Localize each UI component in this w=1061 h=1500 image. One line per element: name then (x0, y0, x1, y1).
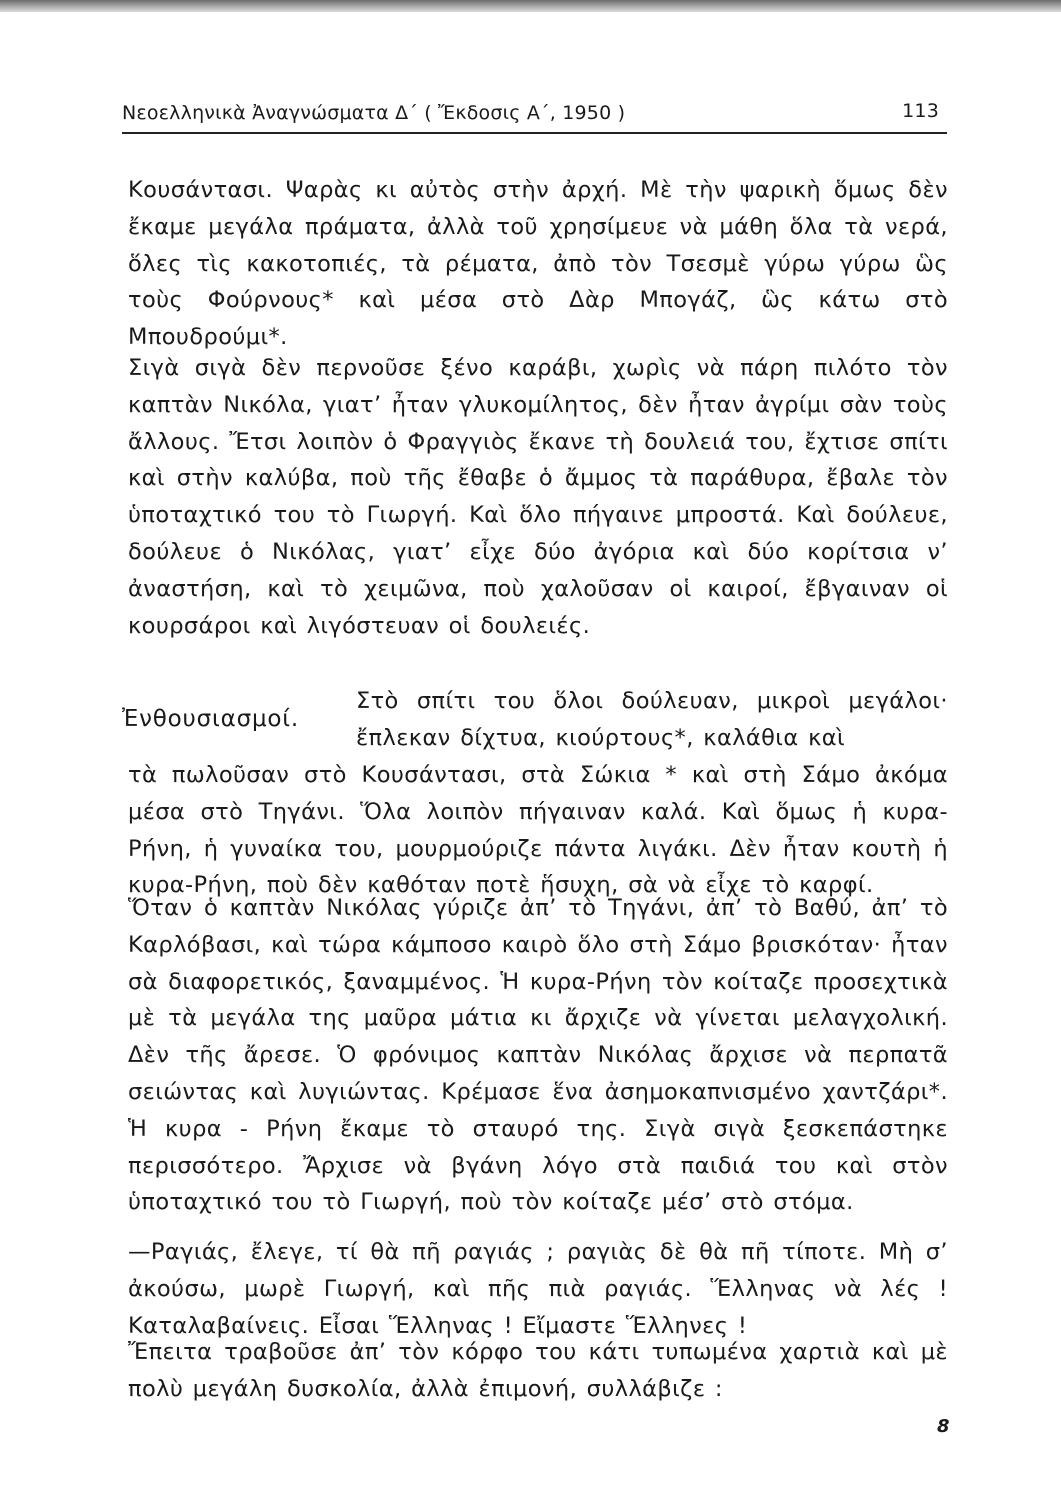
running-header (122, 102, 947, 134)
section-heading: Ἐνθουσιασμοί. (122, 706, 299, 732)
paragraph-4: Ὅταν ὁ καπτὰν Νικόλας γύριζε ἀπ’ τὸ Τηγάνι, ἀπ’ τὸ Βαθύ, ἀπ’ τὸ Καρλόβασι, καὶ τώρα κάμποσο καιρὸ ὅλο στὴ Σάμο βρισκόταν· ἦταν σὰ διαφορετικός, ξαναμμένος. Ἡ κυρα-Ρήνη τὸν κοίταζε προσεχτικὰ μὲ τὰ μεγάλα της μαῦρα μάτια κι ἄρχιζε νὰ γίνεται μελαγχολική. Δὲν τῆς ἄρεσε. Ὁ φρόνιμος καπτὰν Νικόλας ἄρχισε νὰ περπατᾶ σειώντας καὶ λυγιώντας. Κρέμασε ἕνα ἀσημοκαπνισμένο χαντζάρι*. Ἡ κυρα - Ρήνη ἔκαμε τὸ σταυρό της. Σιγὰ σιγὰ ξεσκεπάστηκε περισσότερο. Ἄρχισε νὰ βγάνη λόγο στὰ παιδιά του καὶ στὸν ὑποταχτικό του τὸ Γιωργή, ποὺ τὸν κοίταζε μέσ’ στὸ στόμα. (128, 895, 948, 1216)
paragraph-5-dialogue: —Ραγιάς, ἔλεγε, τί θὰ πῆ ραγιάς ; ραγιὰς δὲ θὰ πῆ τίποτε. Μὴ σ’ ἀκούσω, μωρὲ Γιωργή, καὶ πῆς πιὰ ραγιάς. Ἕλληνας νὰ λές ! Καταλαβαίνεις. Εἶσαι Ἕλληνας ! Εἴμαστε Ἕλληνες ! (128, 1239, 948, 1339)
paragraph-1: Κουσάντασι. Ψαρὰς κι αὐτὸς στὴν ἀρχή. Μὲ τὴν ψαρικὴ ὅμως δὲν ἔκαμε μεγάλα πράματα, ἀλλὰ τοῦ χρησίμευε νὰ μάθη ὅλα τὰ νερά, ὅλες τὶς κακοτοπιές, τὰ ρέματα, ἀπὸ τὸν Τσεσμὲ γύρω γύρω ὣς τοὺς Φούρνους* καὶ μέσα στὸ Δὰρ Μπογάζ, ὣς κάτω στὸ Μπουδρούμι*. (128, 177, 948, 351)
paragraph-2: Σιγὰ σιγὰ δὲν περνοῦσε ξένο καράβι, χωρὶς νὰ πάρη πιλότο τὸν καπτὰν Νικόλα, γιατ’ ἦταν γλυκομίλητος, δὲν ἦταν ἀγρίμι σὰν τοὺς ἄλλους. Ἔτσι λοιπὸν ὁ Φραγγιὸς ἔκανε τὴ δουλειά του, ἔχτισε σπίτι καὶ στὴν καλύβα, ποὺ τῆς ἔθαβε ὁ ἄμμος τὰ παράθυρα, ἔβαλε τὸν ὑποταχτικό του τὸ Γιωργή. Καὶ ὅλο πήγαινε μπροστά. Καὶ δούλευε, δούλευε ὁ Νικόλας, γιατ’ εἶχε δύο ἀγόρια καὶ δύο κορίτσια ν’ ἀναστήση, καὶ τὸ χειμῶνα, ποὺ χαλοῦσαν οἱ καιροί, ἔβγαιναν οἱ κουρσάροι καὶ λιγόστευαν οἱ δουλειές. (128, 355, 948, 639)
paragraph-3-intro: Στὸ σπίτι του ὅλοι δούλευαν, μικροὶ μεγάλοι· ἔπλεκαν δίχτυα, κιούρτους*, καλάθια καὶ (356, 688, 948, 751)
running-title: Νεοελληνικὰ Ἀναγνώσματα Δ΄ ( Ἔκδοσις Α΄, 1950 ) (122, 102, 626, 124)
page-number: 113 (902, 100, 939, 122)
paragraph-3: τὰ πωλοῦσαν στὸ Κουσάντασι, στὰ Σώκια * καὶ στὴ Σάμο ἀκόμα μέσα στὸ Τηγάνι. Ὅλα λοιπὸν πήγαιναν καλά. Καὶ ὅμως ἡ κυρα-Ρήνη, ἡ γυναίκα του, μουρμούριζε πάντα λιγάκι. Δὲν ἦταν κουτὴ ἡ κυρα-Ρήνη, ποὺ δὲν καθόταν ποτὲ ἥσυχη, σὰ νὰ εἶχε τὸ καρφί. (128, 762, 948, 899)
paragraph-6: Ἔπειτα τραβοῦσε ἀπ’ τὸν κόρφο του κάτι τυπωμένα χαρτιὰ καὶ μὲ πολὺ μεγάλη δυσκολία, ἀλλὰ ἐπιμονή, συλλάβιζε : (128, 1339, 948, 1402)
signature-mark: 8 (937, 1416, 950, 1437)
scan-top-edge (0, 0, 1061, 12)
